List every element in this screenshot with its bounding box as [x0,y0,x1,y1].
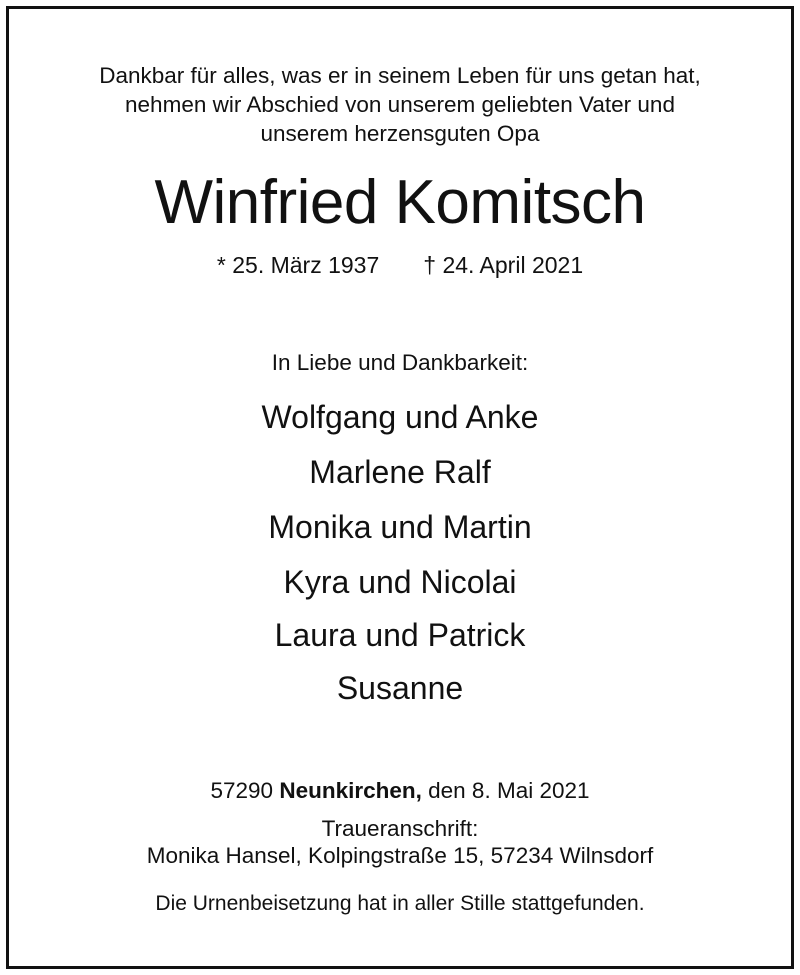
city-name: Neunkirchen, [279,778,422,803]
mourner-name: Monika und Martin [268,509,532,545]
address-line: Monika Hansel, Kolpingstraße 15, 57234 Wilnsdorf [146,843,654,868]
mourner-name: Laura und Patrick [274,617,526,653]
death-date: † 24. April 2021 [423,252,584,278]
deceased-name: Winfried Komitsch [154,168,646,237]
birth-date: * 25. März 1937 [216,252,380,278]
intro-line-1: Dankbar für alles, was er in seinem Leben für uns getan hat, [99,63,701,88]
notice-date: den 8. Mai 2021 [428,778,590,803]
mourner-name: Wolfgang und Anke [261,399,539,435]
mourner-name: Kyra und Nicolai [283,564,517,600]
address-label: Traueranschrift: [321,816,479,841]
mourner-name: Susanne [336,670,464,706]
intro-line-3: unserem herzensguten Opa [260,121,540,146]
burial-note: Die Urnenbeisetzung hat in aller Stille stattgefunden. [155,892,645,915]
life-dates [0,251,800,279]
zip-code: 57290 [210,778,274,803]
thanks-line: In Liebe und Dankbarkeit: [271,350,529,375]
mourner-name: Marlene Ralf [309,454,491,490]
place-date-line [0,777,800,805]
intro-line-2: nehmen wir Abschied von unserem geliebten Vater und [125,92,675,117]
